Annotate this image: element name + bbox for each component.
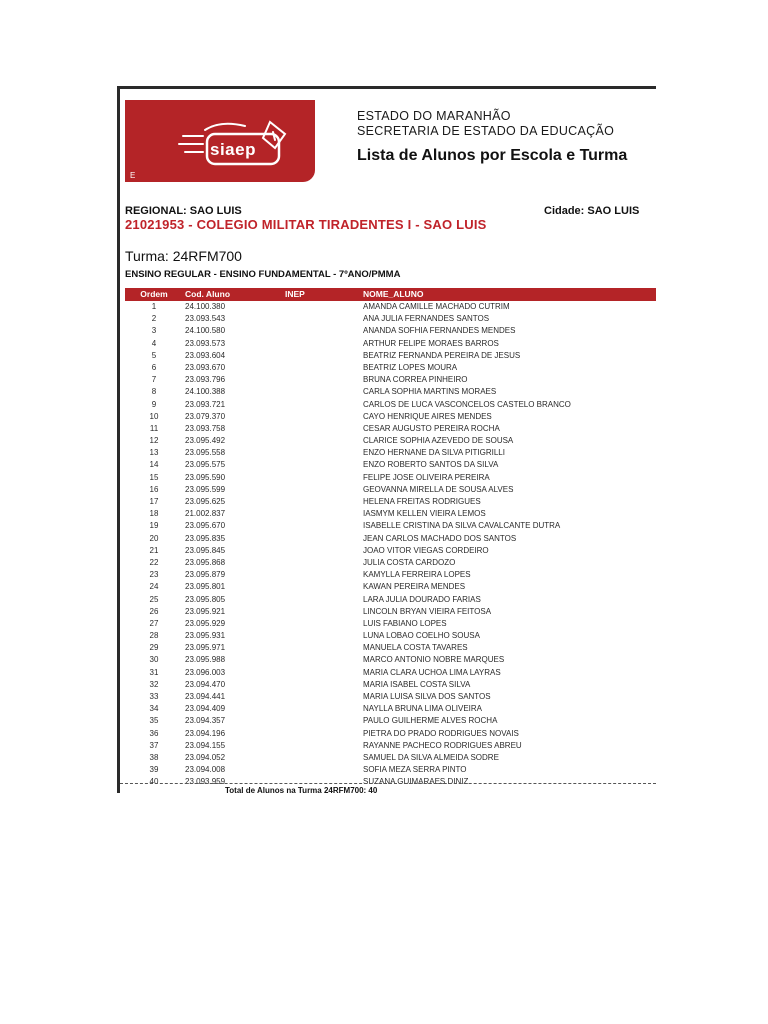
row-nome: ENZO HERNANE DA SILVA PITIGRILLI: [363, 448, 505, 458]
row-cod: 23.094.409: [185, 704, 226, 714]
row-cod: 23.094.052: [185, 752, 226, 762]
school-name: 21021953 - COLEGIO MILITAR TIRADENTES I - SAO LUIS: [125, 217, 487, 232]
row-nome: AMANDA CAMILLE MACHADO CUTRIM: [363, 302, 510, 311]
row-cod: 23.095.845: [185, 545, 226, 555]
document-header: [357, 109, 637, 166]
table-row: [125, 447, 656, 459]
row-cod: 23.096.003: [185, 667, 226, 677]
row-ordem: 7: [151, 375, 157, 385]
table-row: [125, 606, 656, 618]
row-nome: LUIS FABIANO LOPES: [363, 618, 447, 628]
row-nome: SOFIA MEZA SERRA PINTO: [363, 765, 467, 775]
row-ordem: 28: [149, 631, 159, 641]
row-nome: ANANDA SOFHIA FERNANDES MENDES: [363, 326, 516, 336]
row-ordem: 38: [149, 752, 159, 762]
row-cod: 23.095.670: [185, 521, 226, 531]
table-row: [125, 740, 656, 752]
row-cod: 23.095.931: [185, 631, 226, 641]
row-nome: RAYANNE PACHECO RODRIGUES ABREU: [363, 740, 522, 750]
row-ordem: 4: [151, 338, 157, 348]
row-cod: 23.094.008: [185, 765, 226, 775]
row-nome: SUZANA GUIMARAES DINIZ: [363, 777, 469, 787]
row-ordem: 33: [149, 692, 159, 701]
table-row: [125, 667, 656, 679]
table-row: [125, 642, 656, 654]
row-cod: 21.002.837: [185, 509, 226, 519]
table-row: [125, 654, 656, 666]
row-cod: 23.093.959: [185, 777, 226, 787]
row-ordem: 21: [149, 545, 159, 555]
table-row: [125, 533, 656, 545]
row-ordem: 13: [149, 448, 159, 458]
row-nome: GEOVANNA MIRELLA DE SOUSA ALVES: [363, 484, 514, 494]
row-ordem: 34: [149, 704, 159, 714]
header-cod: Cod. Aluno: [185, 289, 231, 299]
row-cod: 23.095.575: [185, 460, 226, 470]
row-cod: 23.094.357: [185, 716, 226, 726]
table-row: [125, 472, 656, 484]
row-nome: MARIA CLARA UCHOA LIMA LAYRAS: [363, 667, 501, 677]
table-row: [125, 362, 656, 374]
row-ordem: 9: [151, 399, 157, 409]
row-ordem: 5: [151, 350, 157, 360]
row-cod: 23.079.370: [185, 411, 226, 421]
table-row: [125, 301, 656, 313]
row-cod: 23.094.470: [185, 679, 226, 689]
row-ordem: 29: [149, 643, 159, 653]
row-nome: IASMYM KELLEN VIEIRA LEMOS: [363, 509, 486, 519]
table-row: [125, 423, 656, 435]
row-nome: BEATRIZ FERNANDA PEREIRA DE JESUS: [363, 350, 521, 360]
regional-label: REGIONAL: SAO LUIS: [125, 205, 242, 217]
row-nome: LUNA LOBAO COELHO SOUSA: [363, 631, 480, 641]
row-ordem: 1: [151, 302, 157, 311]
row-cod: 23.093.758: [185, 423, 226, 433]
row-nome: CAYO HENRIQUE AIRES MENDES: [363, 411, 492, 421]
table-row: [125, 374, 656, 386]
row-ordem: 14: [149, 460, 159, 470]
row-nome: MARIA ISABEL COSTA SILVA: [363, 679, 471, 689]
row-nome: CARLOS DE LUCA VASCONCELOS CASTELO BRANCO: [363, 399, 571, 409]
row-cod: 24.100.580: [185, 326, 226, 336]
row-cod: 23.093.604: [185, 350, 226, 360]
state-name: ESTADO DO MARANHÃO: [357, 109, 511, 123]
table-row: [125, 691, 656, 703]
row-ordem: 12: [149, 436, 159, 446]
row-nome: KAMYLLA FERREIRA LOPES: [363, 570, 471, 580]
table-row: [125, 618, 656, 630]
table-row: [125, 411, 656, 423]
city-label: Cidade: SAO LUIS: [544, 205, 640, 217]
row-ordem: 11: [149, 423, 159, 433]
row-nome: PAULO GUILHERME ALVES ROCHA: [363, 716, 498, 726]
table-row: [125, 496, 656, 508]
row-ordem: 26: [149, 606, 159, 616]
table-row: [125, 350, 656, 362]
department-name: SECRETARIA DE ESTADO DA EDUCAÇÃO: [357, 124, 615, 138]
row-ordem: 35: [149, 716, 159, 726]
education-level: ENSINO REGULAR - ENSINO FUNDAMENTAL - 7ºANO/PMMA: [125, 269, 401, 280]
table-row: [125, 728, 656, 740]
row-ordem: 2: [151, 314, 157, 324]
table-row: [125, 569, 656, 581]
row-cod: 23.095.868: [185, 557, 226, 567]
siaep-logo: [125, 100, 315, 182]
row-ordem: 19: [149, 521, 159, 531]
row-ordem: 3: [151, 326, 157, 336]
row-ordem: 25: [149, 594, 159, 604]
logo-text: siaep: [210, 140, 256, 159]
row-nome: CESAR AUGUSTO PEREIRA ROCHA: [363, 423, 500, 433]
row-ordem: 18: [149, 509, 159, 519]
row-cod: 23.095.805: [185, 594, 226, 604]
table-row: [125, 508, 656, 520]
row-cod: 24.100.388: [185, 387, 226, 397]
row-nome: ISABELLE CRISTINA DA SILVA CAVALCANTE DUTRA: [363, 521, 561, 531]
row-cod: 23.095.599: [185, 484, 226, 494]
logo-mark: E: [130, 171, 136, 180]
document-page: [117, 86, 656, 793]
row-cod: 24.100.380: [185, 302, 226, 311]
row-ordem: 27: [149, 618, 159, 628]
table-row: [125, 630, 656, 642]
row-ordem: 31: [149, 667, 159, 677]
row-nome: JOAO VITOR VIEGAS CORDEIRO: [363, 545, 489, 555]
table-body: [125, 301, 656, 789]
table-row: [125, 764, 656, 776]
table-row: [125, 435, 656, 447]
row-ordem: 16: [149, 484, 159, 494]
row-ordem: 37: [149, 740, 159, 750]
row-nome: FELIPE JOSE OLIVEIRA PEREIRA: [363, 472, 490, 482]
row-ordem: 40: [149, 777, 159, 787]
row-nome: JULIA COSTA CARDOZO: [363, 557, 456, 567]
row-ordem: 39: [149, 765, 159, 775]
table-row: [125, 325, 656, 337]
row-cod: 23.094.441: [185, 692, 226, 701]
row-nome: JEAN CARLOS MACHADO DOS SANTOS: [363, 533, 517, 543]
row-nome: MANUELA COSTA TAVARES: [363, 643, 468, 653]
row-nome: ANA JULIA FERNANDES SANTOS: [363, 314, 490, 324]
row-cod: 23.095.971: [185, 643, 226, 653]
row-ordem: 20: [149, 533, 159, 543]
table-row: [125, 386, 656, 398]
row-cod: 23.093.573: [185, 338, 226, 348]
row-ordem: 22: [149, 557, 159, 567]
row-nome: MARCO ANTONIO NOBRE MARQUES: [363, 655, 505, 665]
table-row: [125, 557, 656, 569]
row-ordem: 17: [149, 497, 159, 506]
row-cod: 23.095.921: [185, 606, 226, 616]
row-cod: 23.095.988: [185, 655, 226, 665]
class-label: Turma: 24RFM700: [125, 248, 242, 264]
row-cod: 23.093.543: [185, 314, 226, 324]
row-cod: 23.095.558: [185, 448, 226, 458]
table-row: [125, 581, 656, 593]
table-row: [125, 679, 656, 691]
table-row: [125, 399, 656, 411]
row-ordem: 32: [149, 679, 159, 689]
table-row: [125, 459, 656, 471]
table-header: [125, 288, 656, 301]
row-cod: 23.095.625: [185, 497, 226, 506]
students-table: [125, 288, 656, 789]
row-nome: CARLA SOPHIA MARTINS MORAES: [363, 387, 497, 397]
row-nome: BEATRIZ LOPES MOURA: [363, 362, 458, 372]
row-nome: MARIA LUISA SILVA DOS SANTOS: [363, 692, 491, 701]
row-cod: 23.095.801: [185, 582, 226, 592]
page-title: Lista de Alunos por Escola e Turma: [357, 147, 628, 164]
table-row: [125, 594, 656, 606]
row-cod: 23.093.670: [185, 362, 226, 372]
row-cod: 23.095.590: [185, 472, 226, 482]
table-row: [125, 715, 656, 727]
table-row: [125, 752, 656, 764]
row-ordem: 15: [149, 472, 159, 482]
row-nome: BRUNA CORREA PINHEIRO: [363, 375, 468, 385]
row-cod: 23.093.721: [185, 399, 226, 409]
row-cod: 23.094.196: [185, 728, 226, 738]
row-nome: PIETRA DO PRADO RODRIGUES NOVAIS: [363, 728, 519, 738]
row-ordem: 10: [149, 411, 159, 421]
row-ordem: 36: [149, 728, 159, 738]
row-nome: HELENA FREITAS RODRIGUES: [363, 497, 481, 506]
row-nome: CLARICE SOPHIA AZEVEDO DE SOUSA: [363, 436, 514, 446]
row-cod: 23.094.155: [185, 740, 226, 750]
total-students: Total de Alunos na Turma 24RFM700: 40: [225, 786, 378, 793]
table-row: [125, 520, 656, 532]
row-nome: ENZO ROBERTO SANTOS DA SILVA: [363, 460, 499, 470]
table-row: [125, 703, 656, 715]
row-cod: 23.095.492: [185, 436, 226, 446]
row-nome: SAMUEL DA SILVA ALMEIDA SODRE: [363, 752, 499, 762]
row-ordem: 30: [149, 655, 159, 665]
row-nome: LINCOLN BRYAN VIEIRA FEITOSA: [363, 606, 492, 616]
row-nome: ARTHUR FELIPE MORAES BARROS: [363, 338, 499, 348]
header-ordem: Ordem: [140, 289, 168, 299]
row-cod: 23.095.929: [185, 618, 226, 628]
row-cod: 23.095.879: [185, 570, 226, 580]
row-nome: NAYLLA BRUNA LIMA OLIVEIRA: [363, 704, 483, 714]
row-cod: 23.093.796: [185, 375, 226, 385]
row-ordem: 24: [149, 582, 159, 592]
header-inep: INEP: [285, 289, 305, 299]
table-row: [125, 545, 656, 557]
row-nome: LARA JULIA DOURADO FARIAS: [363, 594, 481, 604]
row-ordem: 8: [151, 387, 157, 397]
footer-divider: [120, 783, 656, 784]
row-cod: 23.095.835: [185, 533, 226, 543]
row-ordem: 6: [151, 362, 157, 372]
row-ordem: 23: [149, 570, 159, 580]
header-nome: NOME_ALUNO: [363, 289, 424, 299]
row-nome: KAWAN PEREIRA MENDES: [363, 582, 466, 592]
table-row: [125, 338, 656, 350]
table-row: [125, 313, 656, 325]
table-row: [125, 484, 656, 496]
